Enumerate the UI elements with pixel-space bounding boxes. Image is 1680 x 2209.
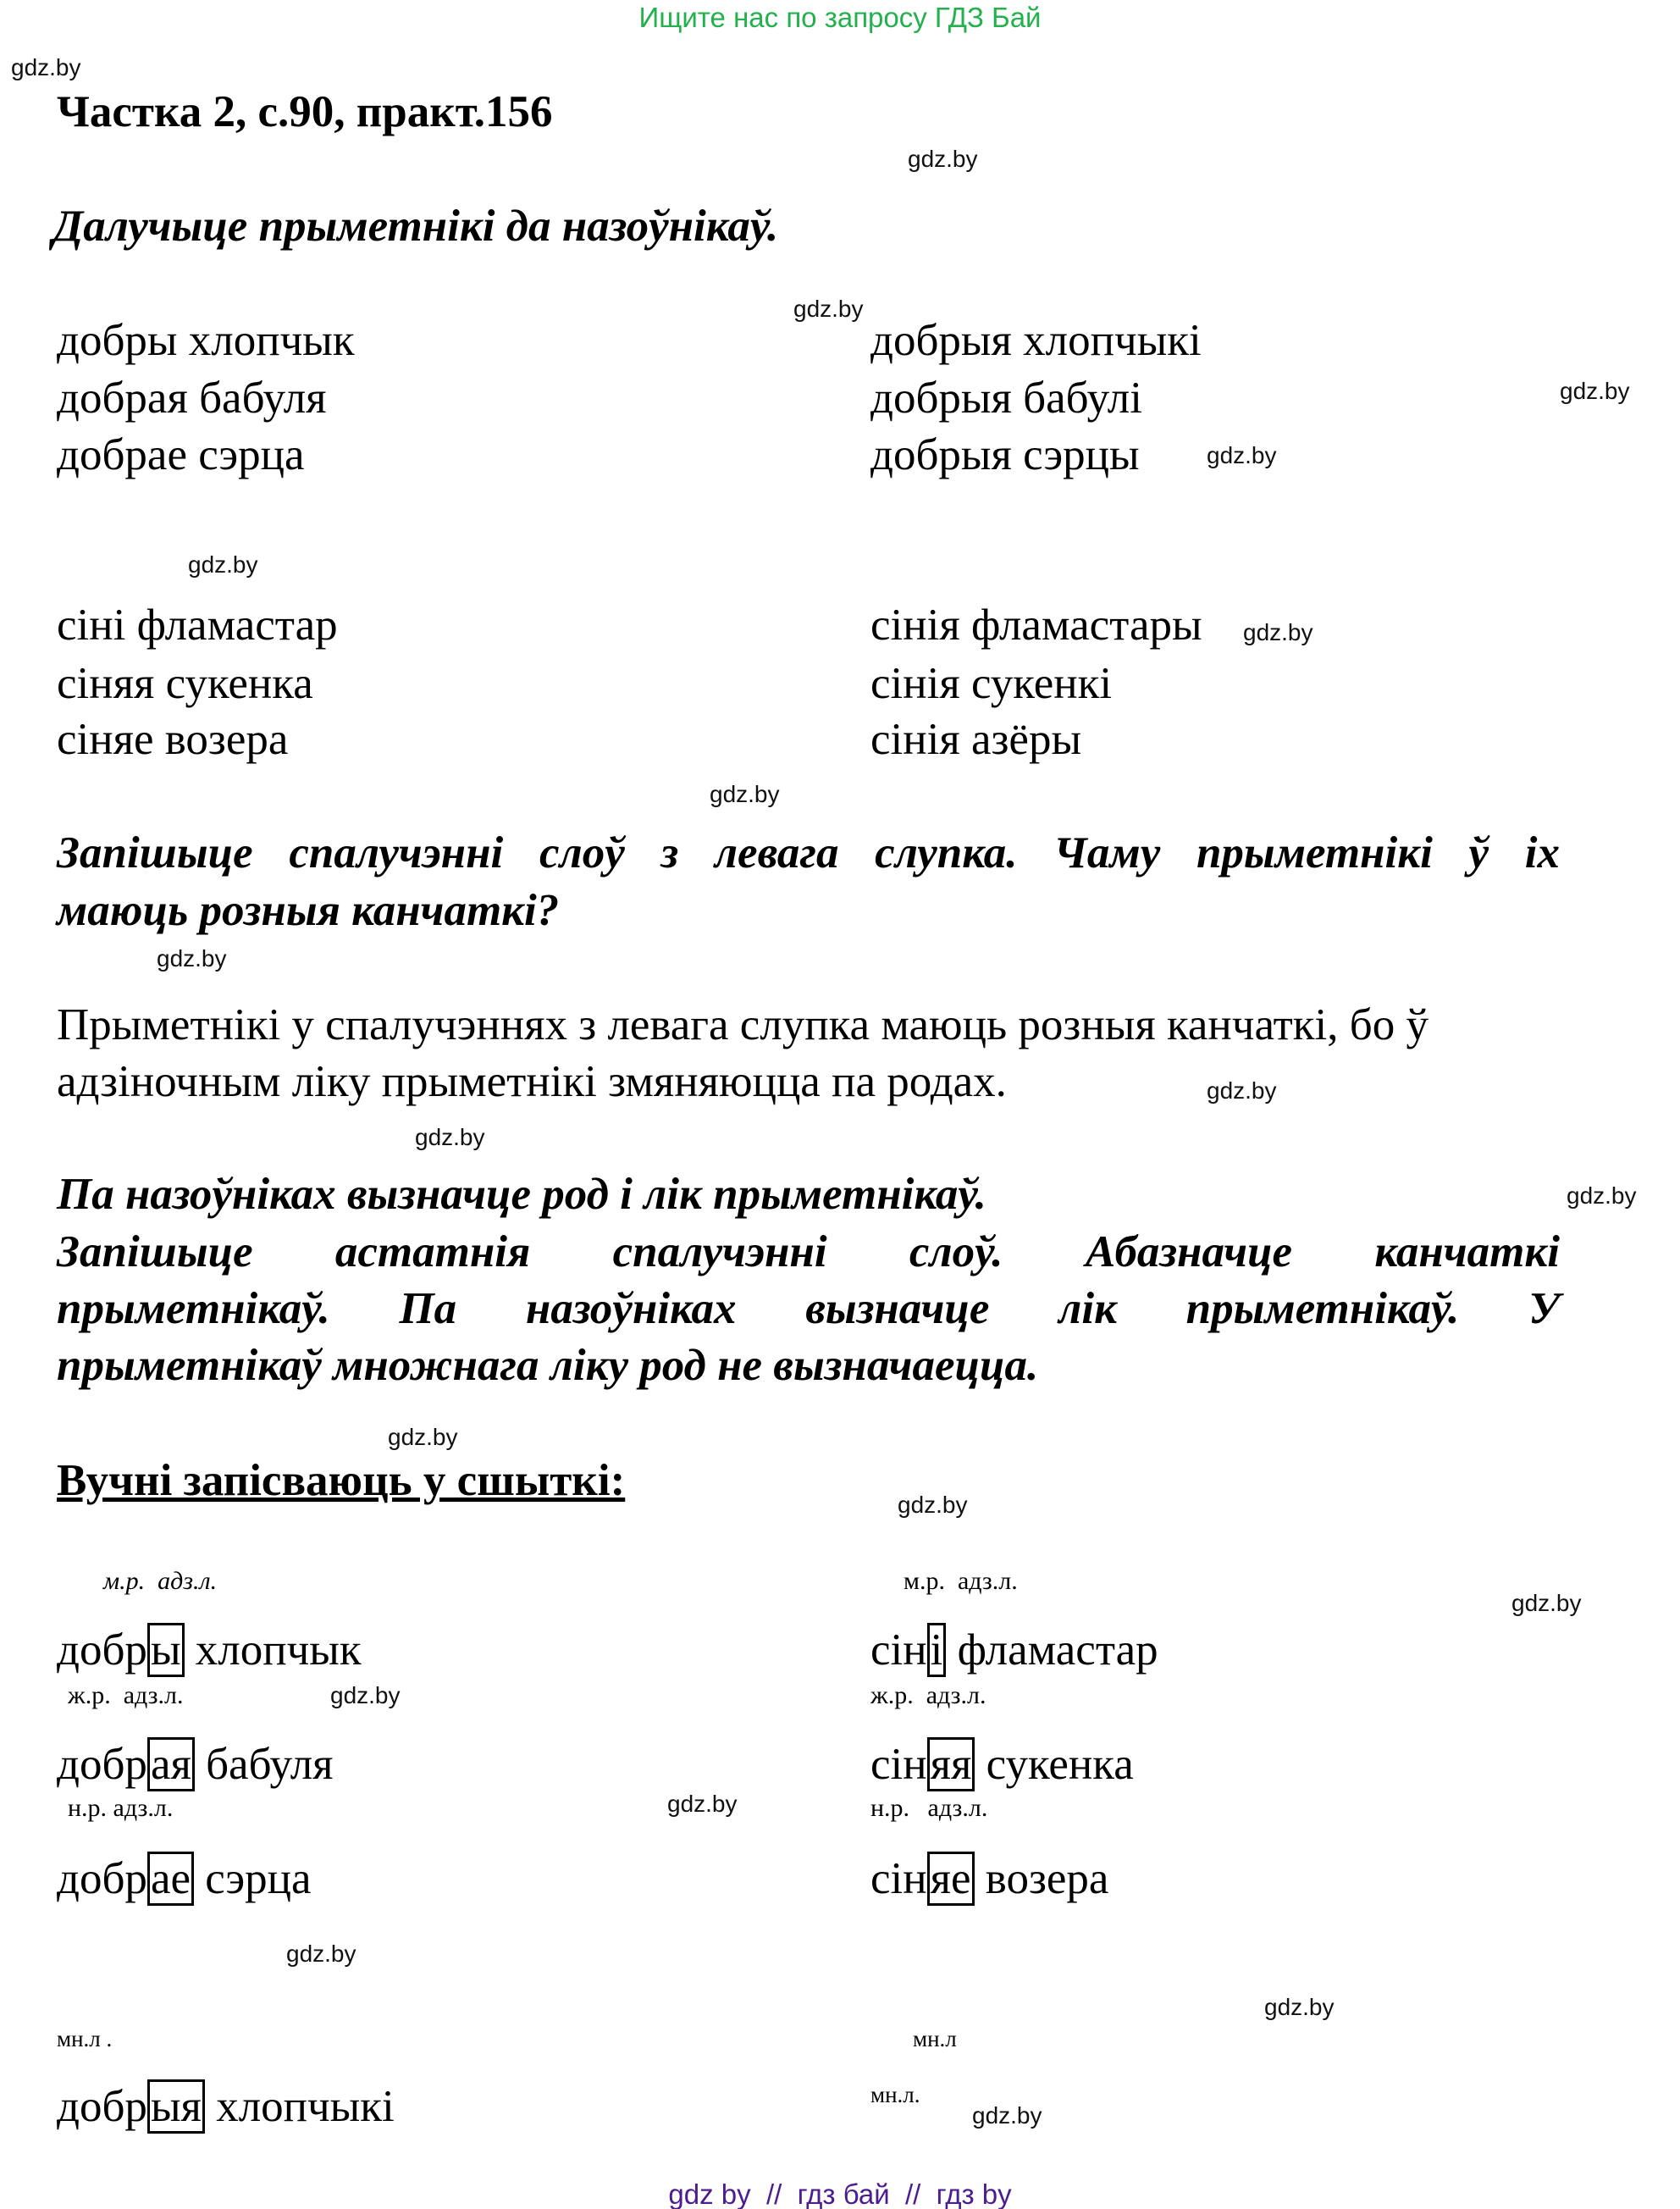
watermark: gdz.by: [898, 1492, 968, 1518]
word-pair: добры хлопчык: [57, 316, 355, 365]
noun: бабуля: [194, 1740, 334, 1789]
ending-box: ае: [147, 1852, 194, 1906]
ending-box: ая: [147, 1737, 195, 1791]
stem: добр: [57, 1625, 147, 1675]
watermark: gdz.by: [188, 551, 258, 578]
word-pair: добрыя хлопчыкі: [870, 316, 1202, 365]
watermark: gdz.by: [1511, 1590, 1582, 1616]
watermark: gdz.by: [1207, 442, 1277, 468]
noun: хлопчык: [184, 1625, 362, 1675]
label-masculine: м.р. адз.л.: [103, 1567, 218, 1595]
answer-line: Прыметнікі у спалучэннях з левага слупка маюць розныя канчаткі, бо ў: [57, 1000, 1429, 1049]
task-3-line: Запішыце астатнія спалучэнні слоў. Абазначце канчаткі: [57, 1227, 1560, 1276]
marked-pair: [57, 1739, 334, 1790]
ending-box: ыя: [147, 2079, 205, 2134]
ending-box: яе: [927, 1852, 975, 1906]
watermark: gdz.by: [793, 296, 864, 322]
notebook-heading: Вучні запісваюць у сшыткі:: [57, 1456, 626, 1505]
task-1: Далучыце прыметнікі да назоўнікаў.: [52, 202, 779, 251]
noun: хлопчыкі: [204, 2082, 395, 2131]
watermark: gdz.by: [330, 1682, 401, 1708]
watermark: gdz.by: [972, 2102, 1042, 2129]
watermark: gdz.by: [1560, 378, 1630, 404]
noun: возера: [974, 1854, 1109, 1903]
watermark: gdz.by: [1207, 1077, 1277, 1104]
label-plural: мн.л .: [57, 2026, 113, 2051]
task-3-line: прыметнікаў. Па назоўніках вызначце лік прыметнікаў. У: [57, 1284, 1560, 1333]
watermark: gdz.by: [157, 945, 227, 972]
label-neuter: н.р. адз.л.: [68, 1794, 174, 1822]
label-feminine: ж.р. адз.л.: [870, 1681, 986, 1709]
label-neuter: н.р. адз.л.: [870, 1794, 988, 1822]
watermark: gdz.by: [908, 146, 978, 172]
word-pair: сіні фламастар: [57, 601, 338, 650]
stem: сін: [870, 1854, 927, 1903]
marked-pair: [57, 1625, 362, 1675]
label-plural: мн.л.: [870, 2082, 920, 2107]
watermark: gdz.by: [415, 1124, 485, 1150]
word-pair: добрая бабуля: [57, 374, 327, 423]
watermark: gdz.by: [667, 1791, 738, 1817]
watermark: gdz.by: [388, 1424, 458, 1450]
watermark: gdz.by: [1243, 619, 1313, 645]
stem: сін: [870, 1625, 927, 1675]
task-2-line: Запішыце спалучэнні слоў з левага слупка. Чаму прыметнікі ў іх: [57, 828, 1560, 878]
marked-pair: [57, 1853, 312, 1904]
footer-links[interactable]: gdz by // гдз бай // гдз by: [668, 2179, 1012, 2209]
noun: фламастар: [946, 1625, 1158, 1675]
word-pair: добрыя бабулі: [870, 374, 1142, 423]
label-masculine: м.р. адз.л.: [904, 1567, 1018, 1595]
task-3-line: прыметнікаў множнага ліку род не вызначаецца.: [57, 1341, 1039, 1390]
label-feminine: ж.р. адз.л.: [68, 1681, 184, 1709]
watermark: gdz.by: [1264, 1994, 1335, 2020]
label-plural: мн.л: [913, 2026, 957, 2051]
word-pair: сінія азёры: [870, 715, 1082, 764]
task-3-line: Па назоўніках вызначце род і лік прыметнікаў.: [57, 1170, 986, 1219]
marked-pair: [870, 1853, 1108, 1904]
word-pair: сіняе возера: [57, 715, 289, 764]
word-pair: добрыя сэрцы: [870, 430, 1140, 479]
ending-box: і: [927, 1623, 947, 1677]
word-pair: добрае сэрца: [57, 430, 305, 479]
marked-pair: [57, 2081, 395, 2132]
word-pair: сінія фламастары: [870, 601, 1202, 650]
watermark: gdz.by: [11, 54, 81, 80]
marked-pair: [870, 1625, 1158, 1675]
ending-box: яя: [927, 1737, 975, 1791]
watermark: gdz.by: [286, 1940, 356, 1967]
stem: добр: [57, 1854, 147, 1903]
stem: добр: [57, 1740, 147, 1789]
word-pair: сіняя сукенка: [57, 659, 313, 708]
ending-box: ы: [147, 1623, 185, 1677]
word-pair: сінія сукенкі: [870, 659, 1113, 708]
task-2-line: маюць розныя канчаткі?: [57, 886, 560, 935]
answer-line: адзіночным ліку прыметнікі змяняюцца па родах.: [57, 1057, 1007, 1106]
banner: Ищите нас по запросу ГДЗ Бай: [638, 2, 1042, 33]
stem: сін: [870, 1740, 927, 1789]
stem: добр: [57, 2082, 147, 2131]
watermark: gdz.by: [1567, 1182, 1637, 1209]
watermark: gdz.by: [710, 781, 780, 807]
marked-pair: [870, 1739, 1134, 1790]
noun: сэрца: [194, 1854, 312, 1903]
page-title: Частка 2, с.90, практ.156: [57, 87, 553, 136]
noun: сукенка: [975, 1740, 1134, 1789]
